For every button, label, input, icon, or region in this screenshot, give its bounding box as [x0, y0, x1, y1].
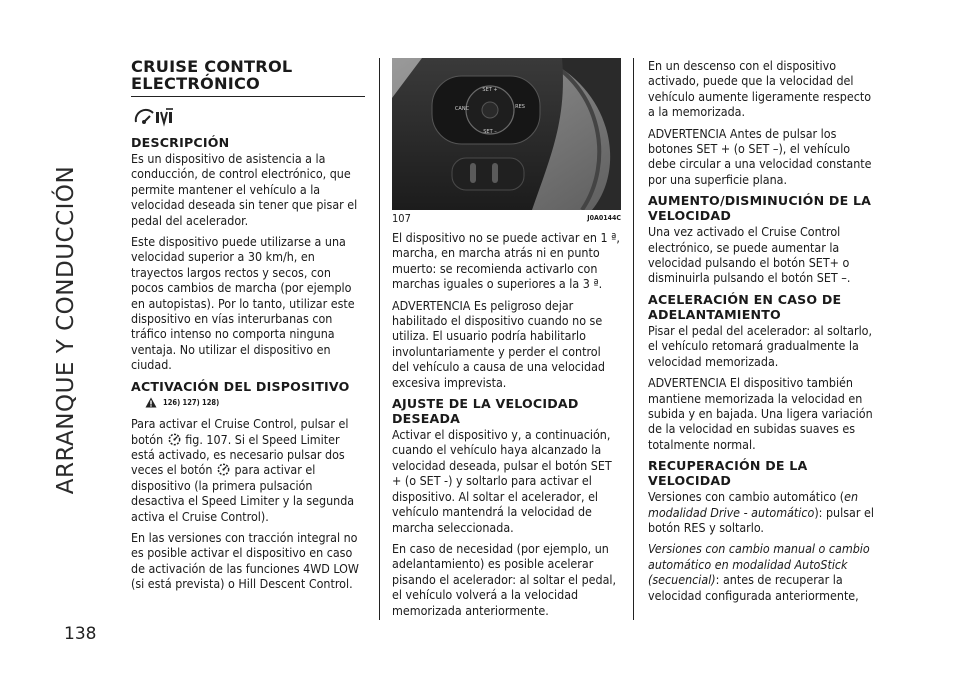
section-title	[131, 58, 365, 97]
warning-reference-numbers: 126) 127) 128)	[163, 397, 220, 407]
paragraph-col3-6	[648, 489, 881, 535]
steering-wheel-illustration	[392, 58, 621, 210]
column-1	[131, 58, 365, 598]
warning-triangle-icon	[145, 397, 157, 408]
paragraph-col2-1: El dispositivo no se puede activar en 1 ª, marcha, en marcha atrás ni en punto muerto: se recomienda activarlo con marchas iguales o superiores a la 3 ª.	[392, 230, 620, 292]
button-canc-label: CANC	[454, 106, 470, 112]
paragraph-col3-3: Una vez activado el Cruise Control electrónico, se puede aumentar la velocidad pulsando el botón SET+ o disminuirla pulsando el botón SET –.	[648, 224, 851, 286]
figure-number: 107	[392, 212, 411, 225]
section-title-line-2: ELECTRÓNICO	[131, 74, 260, 93]
paragraph-activacion-text-a: Para activar el Cruise Control, pulsar el botón	[131, 416, 349, 447]
heading-aceleracion	[648, 292, 881, 322]
paragraph-col3-6-italic: en modalidad Drive - automático	[648, 489, 859, 520]
figure-steering-wheel-photo	[392, 58, 621, 210]
heading-descripcion: DESCRIPCIÓN	[131, 135, 230, 150]
paragraph-activacion-2: En las versiones con tracción integral no es posible activar el dispositivo en caso de activación de las funciones 4WD LOW (si está prevista) o Hill Descent Control.	[131, 529, 359, 592]
button-set-minus-label: SET –	[483, 129, 497, 135]
paragraph-descripcion-2: Este dispositivo puede utilizarse a una velocidad superior a 30 km/h, en trayectos largos rectos y secos, con pocos cambios de marcha (por ejemplo en autopistas). Por lo tanto, utilizar este dispositivo en vías interurbanas con tráfico intenso no comporta ninguna ventaja. No utilizar el dispositivo en ciudad.	[131, 234, 355, 373]
paragraph-col2-4: En caso de necesidad (por ejemplo, un adelantamiento) es posible acelerar pisando el acelerador: al soltar el pedal, el vehículo volverá a la velocidad memorizada anteriormente.	[392, 540, 617, 618]
paragraph-col2-2: ADVERTENCIA Es peligroso dejar habilitado el dispositivo cuando no se utiliza. El usuario podría habilitarlo involuntariamente y perder el control del vehículo a causa de una velocidad excesiva imprevista.	[392, 297, 605, 390]
figure-code: J0A0144C	[587, 214, 621, 222]
heading-aceleracion-line-1: ACELERACIÓN EN CASO DE	[648, 291, 842, 307]
column-divider-2	[633, 58, 634, 620]
paragraph-col3-2: ADVERTENCIA Antes de pulsar los botones SET + (o SET –), el vehículo debe circular a una velocidad constante por una superficie plana.	[648, 125, 872, 187]
button-set-plus-label: SET +	[482, 87, 498, 93]
section-title-line-1: CRUISE CONTROL	[131, 57, 293, 76]
paragraph-activacion-text-c: para activar el dispositivo (la primera pulsación desactiva el Speed Limiter y la segunda activa el Cruise Control).	[131, 462, 355, 524]
cruise-control-icon	[133, 107, 365, 129]
heading-recuperacion	[648, 458, 881, 488]
heading-ajuste-line-2: DESEADA	[392, 411, 461, 427]
heading-recuperacion-line-2: VELOCIDAD	[648, 473, 732, 489]
figure-caption	[392, 212, 621, 225]
column-divider-1	[379, 58, 380, 620]
heading-aumento-line-1: AUMENTO/DISMINUCIÓN DE LA	[648, 193, 872, 209]
heading-activacion: ACTIVACIÓN DEL DISPOSITIVO	[131, 378, 350, 394]
button-res-label: RES	[515, 104, 525, 110]
cruise-control-button-icon	[167, 432, 182, 447]
heading-aumento	[648, 193, 881, 223]
paragraph-col3-7-italic: Versiones con cambio manual o cambio automático en modalidad AutoStick (secuencial)	[648, 541, 870, 588]
paragraph-col3-7	[648, 541, 881, 603]
page-number: 138	[64, 624, 97, 644]
paragraph-descripcion-1: Es un dispositivo de asistencia a la conducción, de control electrónico, que permite mantener el vehículo a la velocidad deseada sin tener que pisar el pedal del acelerador.	[131, 151, 358, 228]
paragraph-col3-1: En un descenso con el dispositivo activado, puede que la velocidad del vehículo aumente ligeramente respecto a la memorizada.	[648, 58, 872, 120]
paragraph-col3-6-a: Versiones con cambio automático (	[648, 489, 845, 505]
heading-aumento-line-2: VELOCIDAD	[648, 208, 732, 224]
paragraph-col2-3: Activar el dispositivo y, a continuación, cuando el vehículo haya alcanzado la velocidad deseada, pulsar el botón SET + (o SET -) y soltarlo para activar el dispositivo. Al soltar el acelerador, el vehículo mantendrá la velocidad de marcha seleccionada.	[392, 427, 612, 535]
heading-ajuste	[392, 396, 621, 426]
heading-aceleracion-line-2: ADELANTAMIENTO	[648, 306, 781, 322]
paragraph-col3-5: ADVERTENCIA El dispositivo también mantiene memorizada la velocidad en subida y en bajada. Una ligera variación de la velocidad en subidas suaves es totalmente normal.	[648, 375, 873, 452]
heading-ajuste-line-1: AJUSTE DE LA VELOCIDAD	[392, 396, 579, 412]
paragraph-col3-7-b: : antes de recuperar la velocidad configurada anteriormente,	[648, 572, 859, 603]
paragraph-activacion-text-b: fig. 107. Si el Speed Limiter está activado, es necesario pulsar dos veces el botón	[131, 431, 345, 478]
column-2	[392, 230, 621, 624]
chapter-side-title-text: ARRANQUE Y CONDUCCIÓN	[53, 165, 79, 495]
paragraph-activacion-1	[131, 416, 365, 524]
paragraph-col3-6-b: ): pulsar el botón RES y soltarlo.	[648, 504, 874, 535]
warning-references	[145, 395, 365, 410]
paragraph-col3-4: Pisar el pedal del acelerador: al soltarlo, el vehículo retomará gradualmente la velocidad memorizada.	[648, 322, 873, 369]
column-3	[648, 58, 881, 609]
heading-recuperacion-line-1: RECUPERACIÓN DE LA	[648, 458, 808, 474]
cruise-control-button-icon-2	[216, 462, 231, 477]
